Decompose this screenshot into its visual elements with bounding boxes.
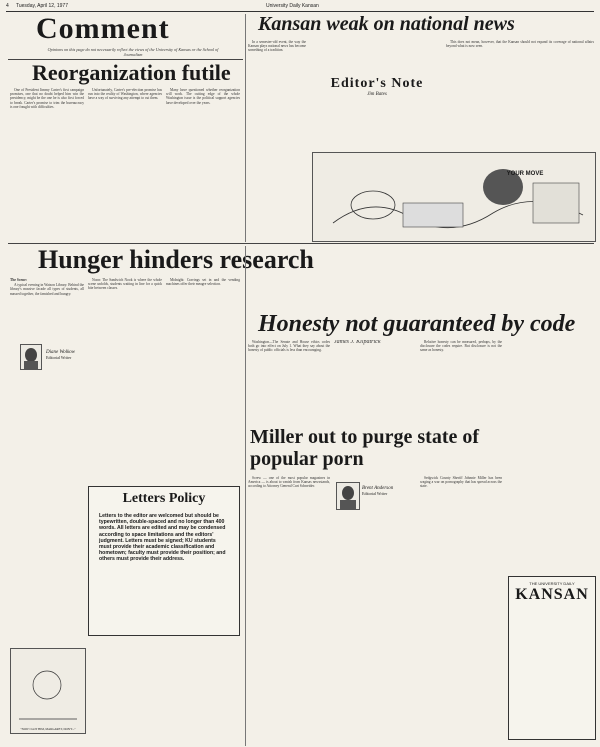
hunger-column-1 [10,278,84,340]
small-cartoon [10,648,86,734]
hunger-text-3: Midnight: Cravings set in and the vending machines offer their meagre selection. [166,278,240,287]
comment-subtitle: Opinions on this page do not necessarily reflect the views of the University of Kansas or the School of Journalism [47,47,219,57]
honesty-text-1: Washington—The Senate and House ethics codes both go into effect on July 1. What they say about the honesty of public officials is less than encouraging. [248,340,330,353]
hunger-text-1: A typical evening in Watson Library. Behind the library's massive facade all types of students, all massed together, the famished and hungry. [10,283,84,296]
divider-v1 [245,14,246,242]
page-number: 4 [6,3,9,9]
honesty-column-3 [420,340,502,430]
reorg-column-1 [10,88,84,240]
editors-note-author: Jim Bates [367,92,387,97]
letters-body: Letters to the editor are welcomed but should be typewritten, double-spaced and no longer than 400 words. All letters are edited and may be condensed according to space limitations and the editors' judgment. Letters must be signed; KU students must provide their academic classification and hometown; faculty must provide their position; and others must provide their address. [99,513,226,563]
honesty-author: James J. Kilpatrick [334,340,381,345]
miller-column-1 [248,476,330,736]
honesty-headline: Honesty not guaranteed by code [258,311,576,337]
columnist-2-name: Brent Anderson [362,486,394,491]
hunger-column-2 [88,278,162,423]
divider-v2 [245,246,246,746]
columnist-1-byline [46,350,80,360]
editorial-cartoon [312,152,596,242]
reorg-column-3 [166,88,240,240]
columnist-2-byline [362,486,420,496]
miller-column-2 [420,476,502,736]
kansan-text-1: In a semester-old event, the way the Kansan plays national news has become something of a tradition. [248,40,306,53]
comment-title: Comment [36,12,170,45]
honesty-column-2 [334,340,416,430]
miller-headline: Miller out to purge state of popular porn [250,426,480,470]
editors-note [312,76,442,100]
hunger-column-3 [166,278,240,423]
letters-policy-box [88,486,240,636]
mid-rule [8,243,594,244]
staff-title: KANSAN [515,586,589,603]
miller-text-1: Screw — one of the most popular magazines in America — is about to vanish from Kansas newsstands, according to Attorney General Curt Schneider. [248,476,330,489]
running-head [6,3,594,12]
paper-name: University Daily Kansan [266,3,319,9]
hunger-headline: Hunger hinders research [38,245,314,274]
reorg-text-1: One of President Jimmy Carter's first campaign promises, one that no doubt helped him win the presidency, might be the one he is also first forced to break. Carter's promise to trim the bureaucracy is one fraught with difficulties. [10,88,84,109]
columnist-2-title: Editorial Writer [362,491,388,496]
letters-title: Letters Policy [122,491,206,506]
cartoon-drawing [313,153,595,241]
kansan-column-1 [248,40,306,110]
cartoon-caption: YOUR MOVE [506,171,544,177]
small-cartoon-caption: "NOW I GOT HIM, MARGARET, DON'T..." [20,727,76,731]
columnist-1-photo [20,344,42,370]
reorg-text-3: Many have questioned whether reorganization will work. The cutting edge of the whole Washington issue is the political support agencies have developed over the years. [166,88,240,105]
columnist-1-name: Diane Wolkow [46,350,76,355]
hunger-text-2: Noon: The Sandwich Nook is where the whole scene unfolds, students waiting in line for a quick bite between classes. [88,278,162,291]
miller-text-2: Sedgwick County Sheriff Johnnie Miller has been waging a war on pornography that has spread across the state. [420,476,502,489]
kansan-headline: Kansan weak on national news [258,13,515,35]
kansan-text-2: This does not mean, however, that the Kansan should not expand its coverage of national affairs beyond what is now seen. [446,40,594,49]
columnist-1-title: Editorial Writer [46,355,72,360]
honesty-text-2: Relative honesty can be measured, perhaps, by the disclosure the codes require. But disclosure is not the same as honesty. [420,340,502,353]
staff-box [508,576,596,740]
reorg-column-2 [88,88,162,240]
editors-note-title: Editor's Note [330,76,424,91]
reorg-headline: Reorganization futile [32,60,231,85]
staff-pretitle: THE UNIVERSITY DAILY [529,581,575,586]
columnist-2-photo [336,482,360,510]
comment-banner [36,14,232,60]
kansan-column-2 [446,40,594,152]
hunger-kicker: The Scene: [10,278,27,282]
honesty-column-1 [248,340,330,430]
reorg-text-2: Unfortunately, Carter's pre-election promise has run into the reality of Washington, where agencies have a way of surviving any attempt to cut them. [88,88,162,101]
issue-date: Tuesday, April 12, 1977 [16,3,68,9]
